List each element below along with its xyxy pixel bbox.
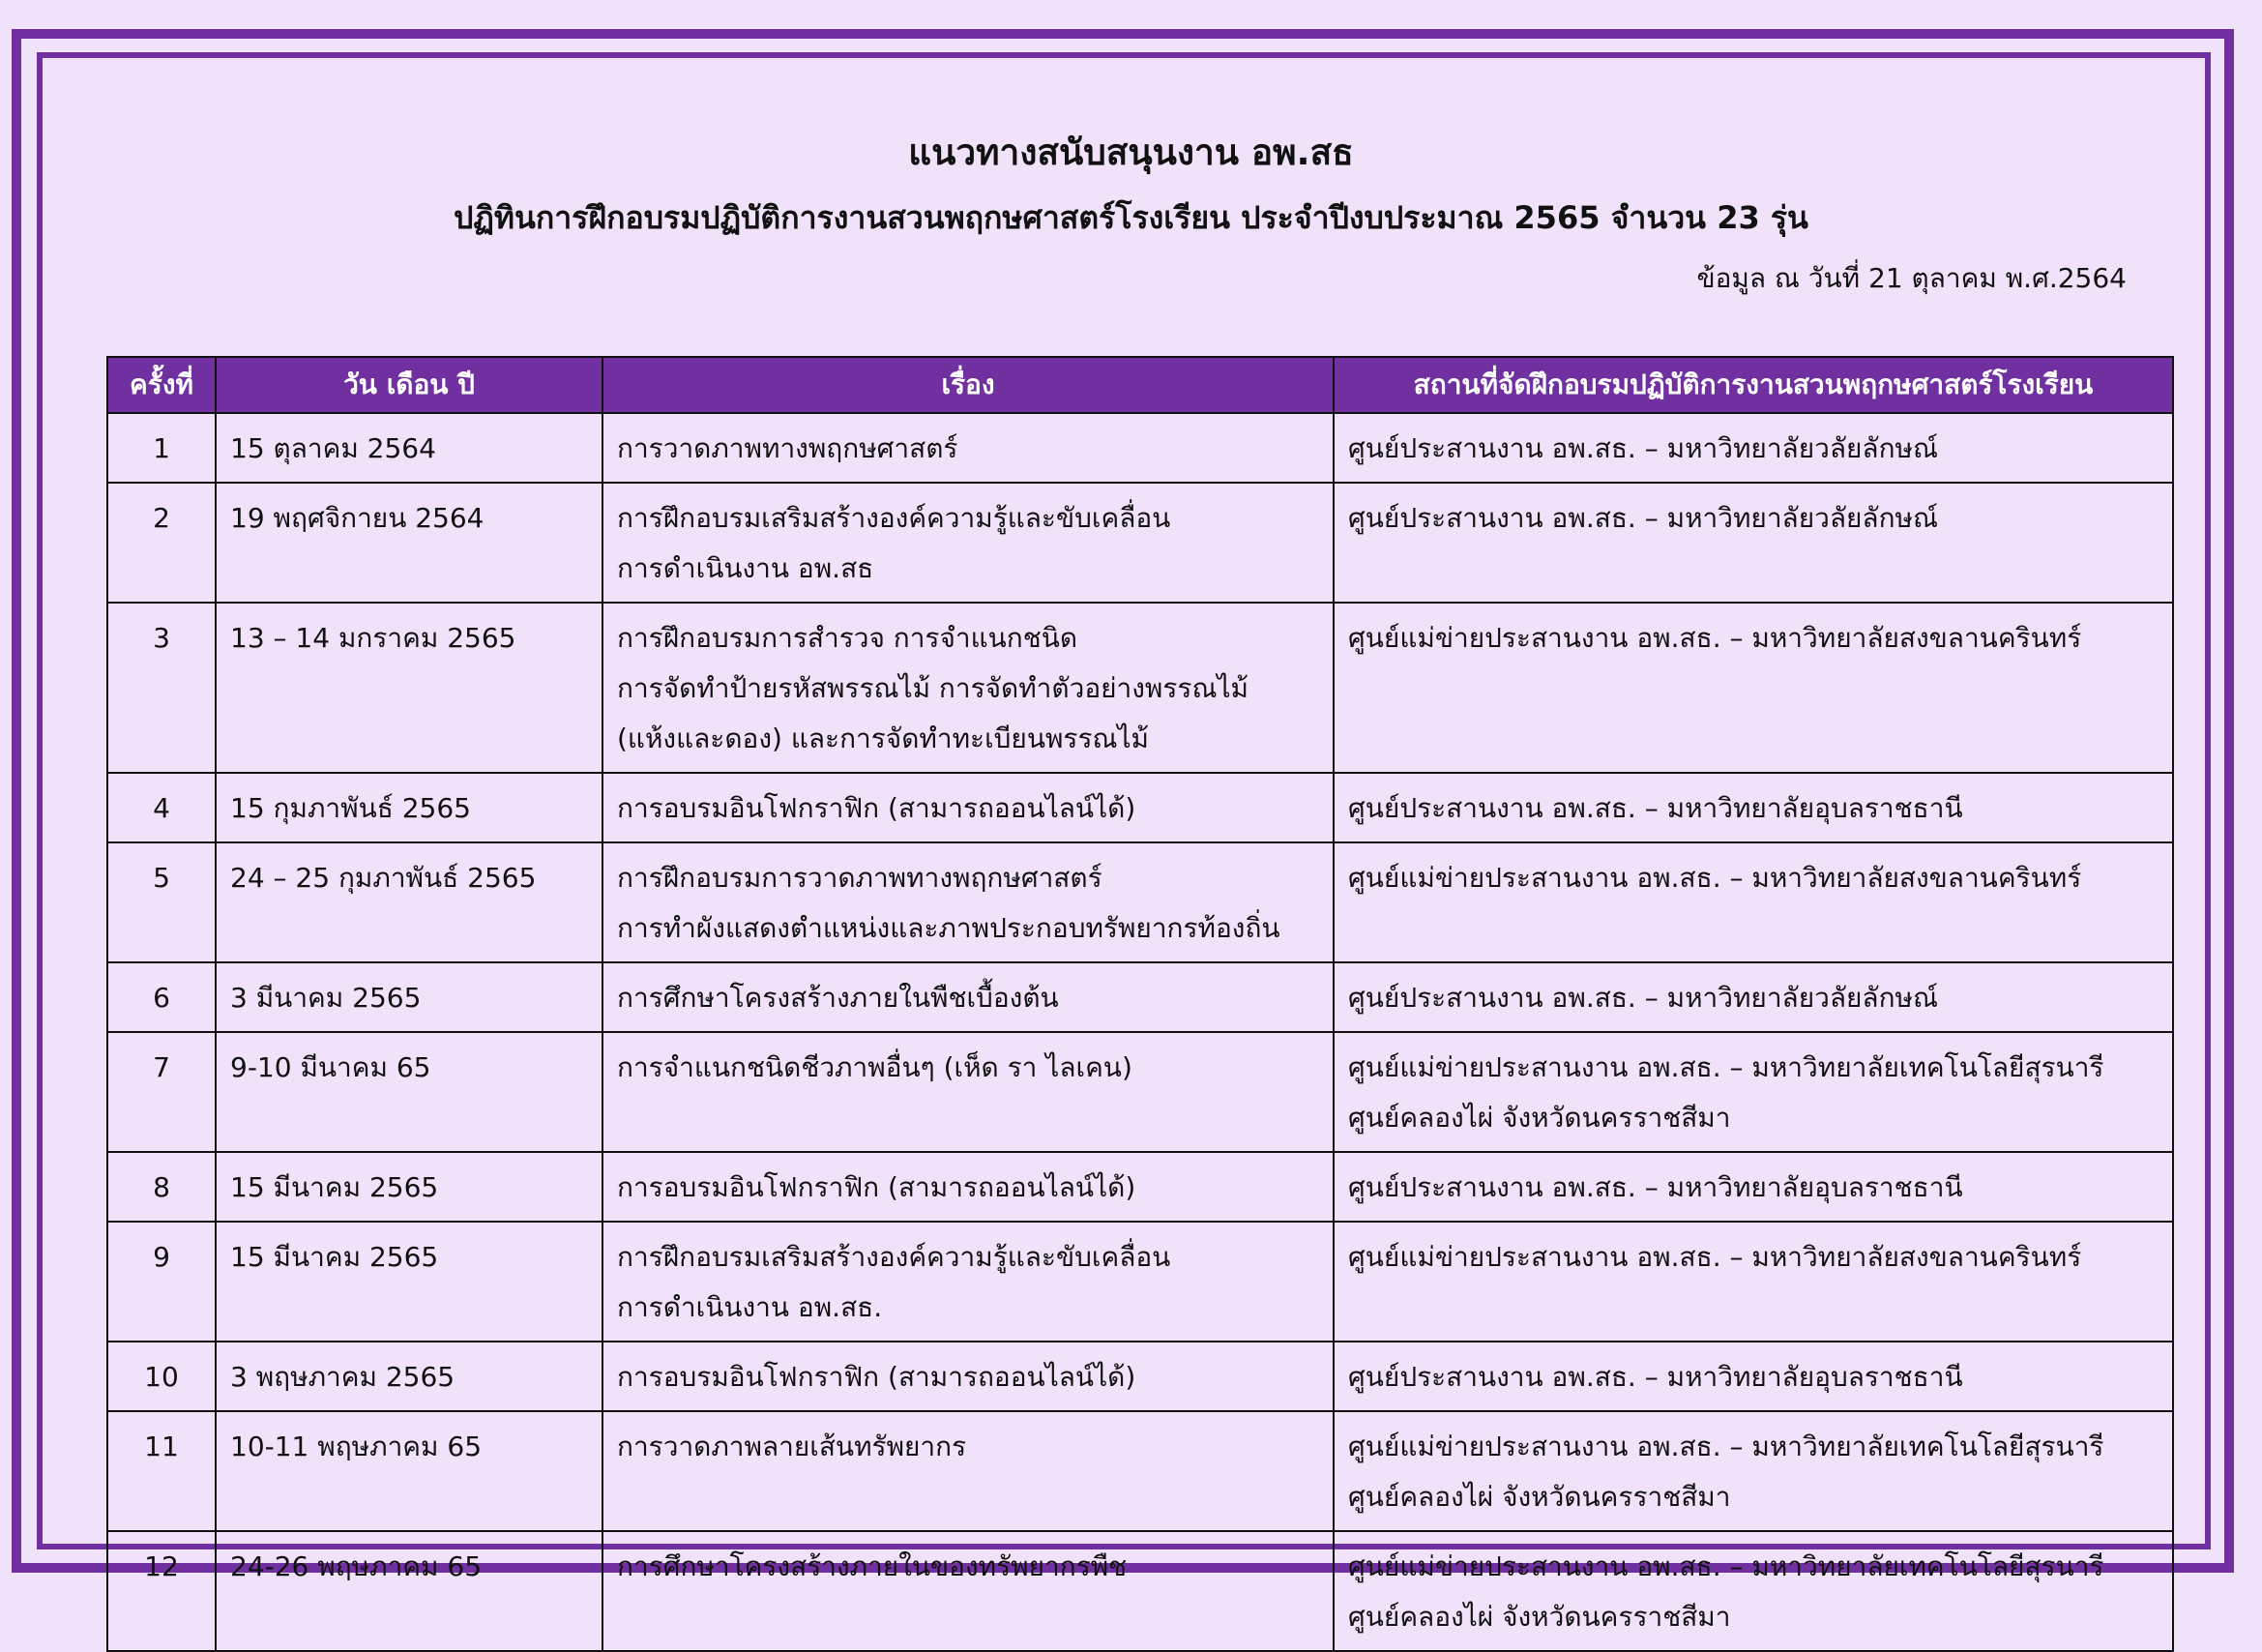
cell-topic [602,1032,1334,1152]
cell-no: 7 [107,1032,216,1152]
cell-topic [602,842,1334,962]
cell-date: 3 พฤษภาคม 2565 [216,1342,602,1411]
cell-date: 19 พฤศจิกายน 2564 [216,483,602,603]
cell-date: 10-11 พฤษภาคม 65 [216,1411,602,1531]
table-row [107,483,2173,603]
table-row [107,1342,2173,1411]
table-row [107,842,2173,962]
column-header-no: ครั้งที่ [107,357,216,413]
cell-no: 10 [107,1342,216,1411]
table-row [107,1222,2173,1342]
cell-no: 2 [107,483,216,603]
cell-venue [1334,962,2173,1032]
table-row [107,1531,2173,1651]
table-row [107,603,2173,773]
topic-line: การวาดภาพลายเส้นทรัพยากร [617,1431,967,1462]
table-body [107,413,2173,1651]
cell-venue [1334,603,2173,773]
column-header-topic: เรื่อง [602,357,1334,413]
cell-venue [1334,1411,2173,1531]
topic-line: การจัดทำป้ายรหัสพรรณไม้ การจัดทำตัวอย่างพรรณไม้ [617,672,1249,704]
venue-line: ศูนย์ประสานงาน อพ.สธ. – มหาวิทยาลัยอุบลราชธานี [1348,1361,1963,1393]
cell-date: 24-26 พฤษภาคม 65 [216,1531,602,1651]
venue-line: ศูนย์คลองไผ่ จังหวัดนครราชสีมา [1348,1481,1731,1513]
cell-topic [602,1222,1334,1342]
cell-no: 9 [107,1222,216,1342]
table-row [107,413,2173,483]
table-row [107,962,2173,1032]
venue-line: ศูนย์คลองไผ่ จังหวัดนครราชสีมา [1348,1601,1731,1633]
cell-date: 3 มีนาคม 2565 [216,962,602,1032]
cell-no: 8 [107,1152,216,1222]
table-row [107,773,2173,842]
cell-topic [602,483,1334,603]
topic-line: การอบรมอินโฟกราฟิก (สามารถออนไลน์ได้) [617,792,1136,824]
cell-no: 4 [107,773,216,842]
venue-line: ศูนย์ประสานงาน อพ.สธ. – มหาวิทยาลัยวลัยลักษณ์ [1348,502,1938,534]
cell-no: 11 [107,1411,216,1531]
cell-date: 15 ตุลาคม 2564 [216,413,602,483]
topic-line: การฝึกอบรมเสริมสร้างองค์ความรู้และขับเคลื่อน [617,502,1171,534]
topic-line: การทำผังแสดงตำแหน่งและภาพประกอบทรัพยากรท้องถิ่น [617,912,1280,944]
topic-line: การศึกษาโครงสร้างภายในพืชเบื้องต้น [617,982,1059,1014]
table-row [107,1032,2173,1152]
cell-venue [1334,1032,2173,1152]
cell-topic [602,1411,1334,1531]
topic-line: การวาดภาพทางพฤกษศาสตร์ [617,432,958,464]
venue-line: ศูนย์แม่ข่ายประสานงาน อพ.สธ. – มหาวิทยาลัยสงขลานครินทร์ [1348,862,2082,894]
cell-no: 1 [107,413,216,483]
venue-line: ศูนย์คลองไผ่ จังหวัดนครราชสีมา [1348,1102,1731,1134]
cell-topic [602,1531,1334,1651]
cell-topic [602,962,1334,1032]
venue-line: ศูนย์แม่ข่ายประสานงาน อพ.สธ. – มหาวิทยาลัยสงขลานครินทร์ [1348,622,2082,654]
topic-line: การฝึกอบรมเสริมสร้างองค์ความรู้และขับเคลื่อน [617,1241,1171,1273]
cell-date: 15 มีนาคม 2565 [216,1152,602,1222]
page-title: แนวทางสนับสนุนงาน อพ.สธ [908,132,1354,173]
table-header-row [107,357,2173,413]
venue-line: ศูนย์ประสานงาน อพ.สธ. – มหาวิทยาลัยอุบลราชธานี [1348,1171,1963,1203]
venue-line: ศูนย์ประสานงาน อพ.สธ. – มหาวิทยาลัยวลัยลักษณ์ [1348,432,1938,464]
venue-line: ศูนย์แม่ข่ายประสานงาน อพ.สธ. – มหาวิทยาลัยเทคโนโลยีสุรนารี [1348,1431,2104,1462]
cell-topic [602,1342,1334,1411]
cell-venue [1334,483,2173,603]
cell-topic [602,603,1334,773]
cell-no: 5 [107,842,216,962]
venue-line: ศูนย์แม่ข่ายประสานงาน อพ.สธ. – มหาวิทยาลัยเทคโนโลยีสุรนารี [1348,1550,2104,1582]
venue-line: ศูนย์ประสานงาน อพ.สธ. – มหาวิทยาลัยอุบลราชธานี [1348,792,1963,824]
cell-date: 15 กุมภาพันธ์ 2565 [216,773,602,842]
cell-topic [602,413,1334,483]
table-row [107,1411,2173,1531]
cell-date: 13 – 14 มกราคม 2565 [216,603,602,773]
column-header-venue: สถานที่จัดฝึกอบรมปฏิบัติการงานสวนพฤกษศาสตร์โรงเรียน [1334,357,2173,413]
cell-venue [1334,413,2173,483]
cell-topic [602,773,1334,842]
cell-venue [1334,1531,2173,1651]
topic-line: การฝึกอบรมการวาดภาพทางพฤกษศาสตร์ [617,862,1102,894]
topic-line: การดำเนินงาน อพ.สธ. [617,1291,883,1323]
cell-no: 3 [107,603,216,773]
cell-date: 24 – 25 กุมภาพันธ์ 2565 [216,842,602,962]
page-subtitle: ปฏิทินการฝึกอบรมปฏิบัติการงานสวนพฤกษศาสตร์โรงเรียน ประจำปีงบประมาณ 2565 จำนวน 23 รุ่น [454,199,1808,236]
topic-line: การจำแนกชนิดชีวภาพอื่นๆ (เห็ด รา ไลเคน) [617,1051,1132,1083]
cell-no: 6 [107,962,216,1032]
topic-line: การอบรมอินโฟกราฟิก (สามารถออนไลน์ได้) [617,1361,1136,1393]
cell-venue [1334,1342,2173,1411]
cell-venue [1334,773,2173,842]
cell-venue [1334,842,2173,962]
cell-date: 9-10 มีนาคม 65 [216,1032,602,1152]
venue-line: ศูนย์ประสานงาน อพ.สธ. – มหาวิทยาลัยวลัยลักษณ์ [1348,982,1938,1014]
cell-no: 12 [107,1531,216,1651]
venue-line: ศูนย์แม่ข่ายประสานงาน อพ.สธ. – มหาวิทยาลัยเทคโนโลยีสุรนารี [1348,1051,2104,1083]
topic-line: การอบรมอินโฟกราฟิก (สามารถออนไลน์ได้) [617,1171,1136,1203]
column-header-date: วัน เดือน ปี [216,357,602,413]
cell-venue [1334,1222,2173,1342]
cell-venue [1334,1152,2173,1222]
topic-line: การดำเนินงาน อพ.สธ [617,552,874,584]
topic-line: (แห้งและดอง) และการจัดทำทะเบียนพรรณไม้ [617,723,1150,754]
topic-line: การฝึกอบรมการสำรวจ การจำแนกชนิด [617,622,1078,654]
topic-line: การศึกษาโครงสร้างภายในของทรัพยากรพืช [617,1550,1128,1582]
cell-date: 15 มีนาคม 2565 [216,1222,602,1342]
venue-line: ศูนย์แม่ข่ายประสานงาน อพ.สธ. – มหาวิทยาลัยสงขลานครินทร์ [1348,1241,2082,1273]
table-row [107,1152,2173,1222]
schedule-table [106,356,2174,1652]
cell-topic [602,1152,1334,1222]
as-of-date: ข้อมูล ณ วันที่ 21 ตุลาคม พ.ศ.2564 [1696,262,2127,294]
